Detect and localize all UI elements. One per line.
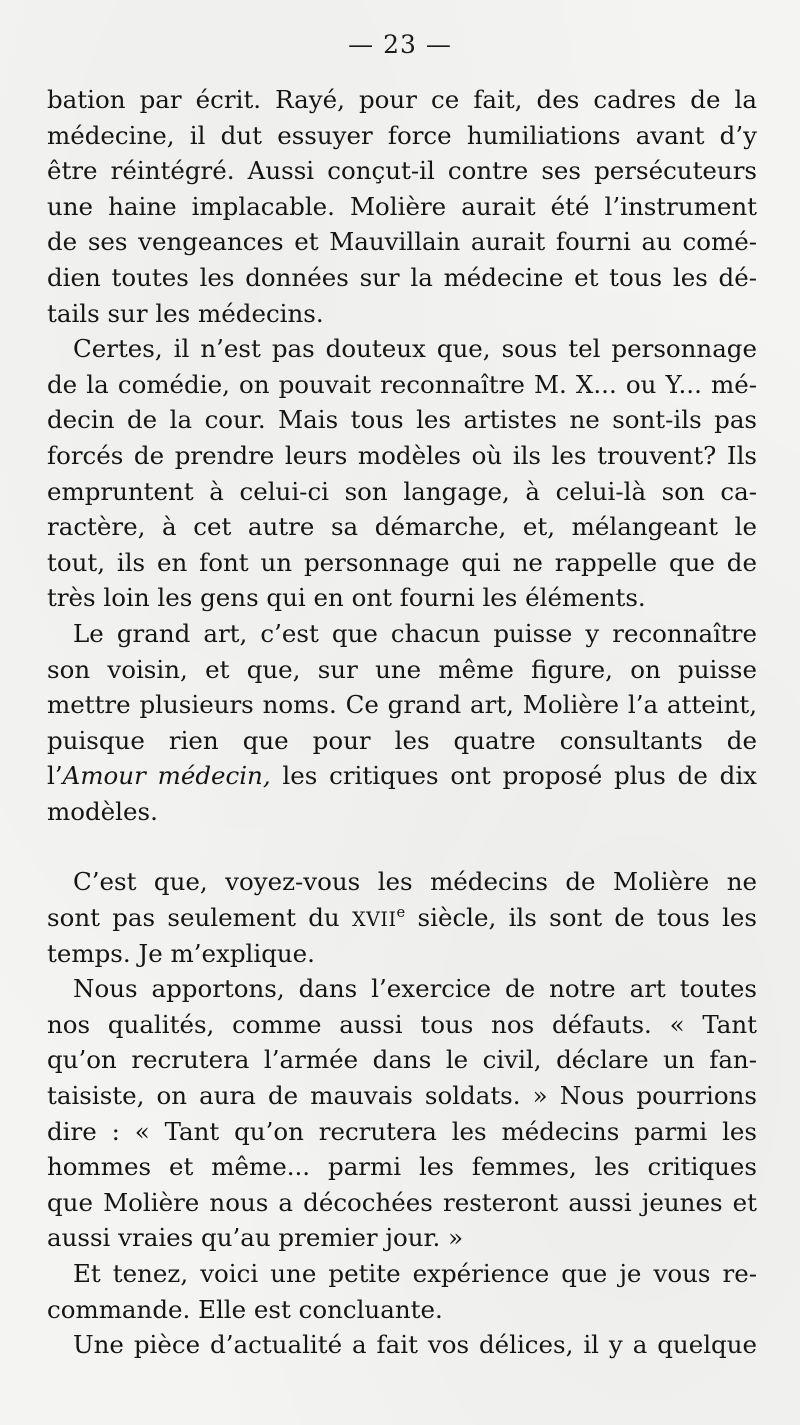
text-fragment: sont pas seulement du bbox=[47, 903, 353, 933]
text-line: médecine, il dut essuyer force humiliations avant d’y bbox=[47, 120, 757, 150]
text-line: une haine implacable. Molière aurait été l’instrument bbox=[47, 191, 757, 221]
text-line: dien toutes les données sur la médecine et tous les dé- bbox=[47, 262, 757, 292]
paragraph-6 bbox=[47, 1256, 757, 1327]
text-line: qu’on recrutera l’armée dans le civil, déclare un fan- bbox=[47, 1045, 757, 1075]
text-line: bation par écrit. Rayé, pour ce fait, des cadres de la bbox=[47, 85, 757, 114]
paragraph-2 bbox=[47, 331, 757, 616]
text-line: C’est que, voyez-vous les médecins de Molière ne bbox=[73, 867, 757, 897]
text-fragment: les critiques ont proposé plus de dix bbox=[270, 761, 757, 791]
text-line: que Molière nous a décochées resteront aussi jeunes et bbox=[47, 1187, 757, 1217]
text-line: ractère, à cet autre sa démarche, et, mélangeant le bbox=[47, 512, 757, 542]
text-line: dire : « Tant qu’on recrutera les médecins parmi les bbox=[47, 1116, 757, 1146]
century-superscript: e bbox=[396, 903, 406, 921]
text-line: taisiste, on aura de mauvais soldats. » Nous pourrions bbox=[47, 1081, 757, 1111]
text-line: de ses vengeances et Mauvillain aurait fourni au comé- bbox=[47, 227, 757, 257]
text-line: empruntent à celui-ci son langage, à celui-là son ca- bbox=[47, 476, 757, 506]
text-line-with-title bbox=[47, 758, 757, 794]
text-line: Le grand art, c’est que chacun puisse y reconnaître bbox=[73, 618, 757, 648]
paragraph-7 bbox=[47, 1327, 757, 1363]
paragraph-3 bbox=[47, 616, 757, 830]
text-line: Une pièce d’actualité a fait vos délices, il y a quelque bbox=[73, 1330, 757, 1360]
text-line: decin de la cour. Mais tous les artistes ne sont-ils pas bbox=[47, 405, 757, 435]
work-title: Amour médecin, bbox=[62, 761, 271, 791]
text-line: hommes et même... parmi les femmes, les critiques bbox=[47, 1152, 757, 1182]
text-line: être réintégré. Aussi conçut-il contre ses persécuteurs bbox=[47, 156, 757, 186]
body-text bbox=[47, 82, 757, 1363]
text-line: temps. Je m’explique. bbox=[47, 938, 315, 968]
paragraph-gap bbox=[47, 829, 757, 864]
paragraph-5 bbox=[47, 971, 757, 1256]
text-fragment: siècle, ils sont de tous les bbox=[405, 903, 757, 933]
text-line: tails sur les médecins. bbox=[47, 298, 324, 328]
page-number: — 23 — bbox=[348, 30, 452, 59]
text-line-with-century bbox=[47, 900, 757, 936]
text-line: Certes, il n’est pas douteux que, sous tel personnage bbox=[73, 334, 757, 364]
text-line: forcés de prendre leurs modèles où ils les trouvent? Ils bbox=[47, 440, 757, 470]
century-numeral: XVII bbox=[352, 908, 397, 932]
text-line: mettre plusieurs noms. Ce grand art, Molière l’a atteint, bbox=[47, 690, 757, 720]
text-line: puisque rien que pour les quatre consultants de bbox=[47, 725, 757, 755]
text-fragment: l’ bbox=[47, 761, 63, 791]
text-line: modèles. bbox=[47, 796, 158, 826]
text-line: Nous apportons, dans l’exercice de notre art toutes bbox=[73, 974, 757, 1004]
text-line: très loin les gens qui en ont fourni les éléments. bbox=[47, 583, 646, 613]
text-line: de la comédie, on pouvait reconnaître M. X... ou Y... mé- bbox=[47, 369, 757, 399]
paragraph-1 bbox=[47, 82, 757, 331]
text-line: nos qualités, comme aussi tous nos défauts. « Tant bbox=[47, 1009, 757, 1039]
text-line: tout, ils en font un personnage qui ne rappelle que de bbox=[47, 547, 757, 577]
text-line: Et tenez, voici une petite expérience que je vous re- bbox=[73, 1259, 757, 1288]
paragraph-4 bbox=[47, 864, 757, 971]
text-line: commande. Elle est concluante. bbox=[47, 1294, 443, 1324]
text-line: son voisin, et que, sur une même figure, on puisse bbox=[47, 654, 757, 684]
text-line: aussi vraies qu’au premier jour. » bbox=[47, 1223, 464, 1253]
